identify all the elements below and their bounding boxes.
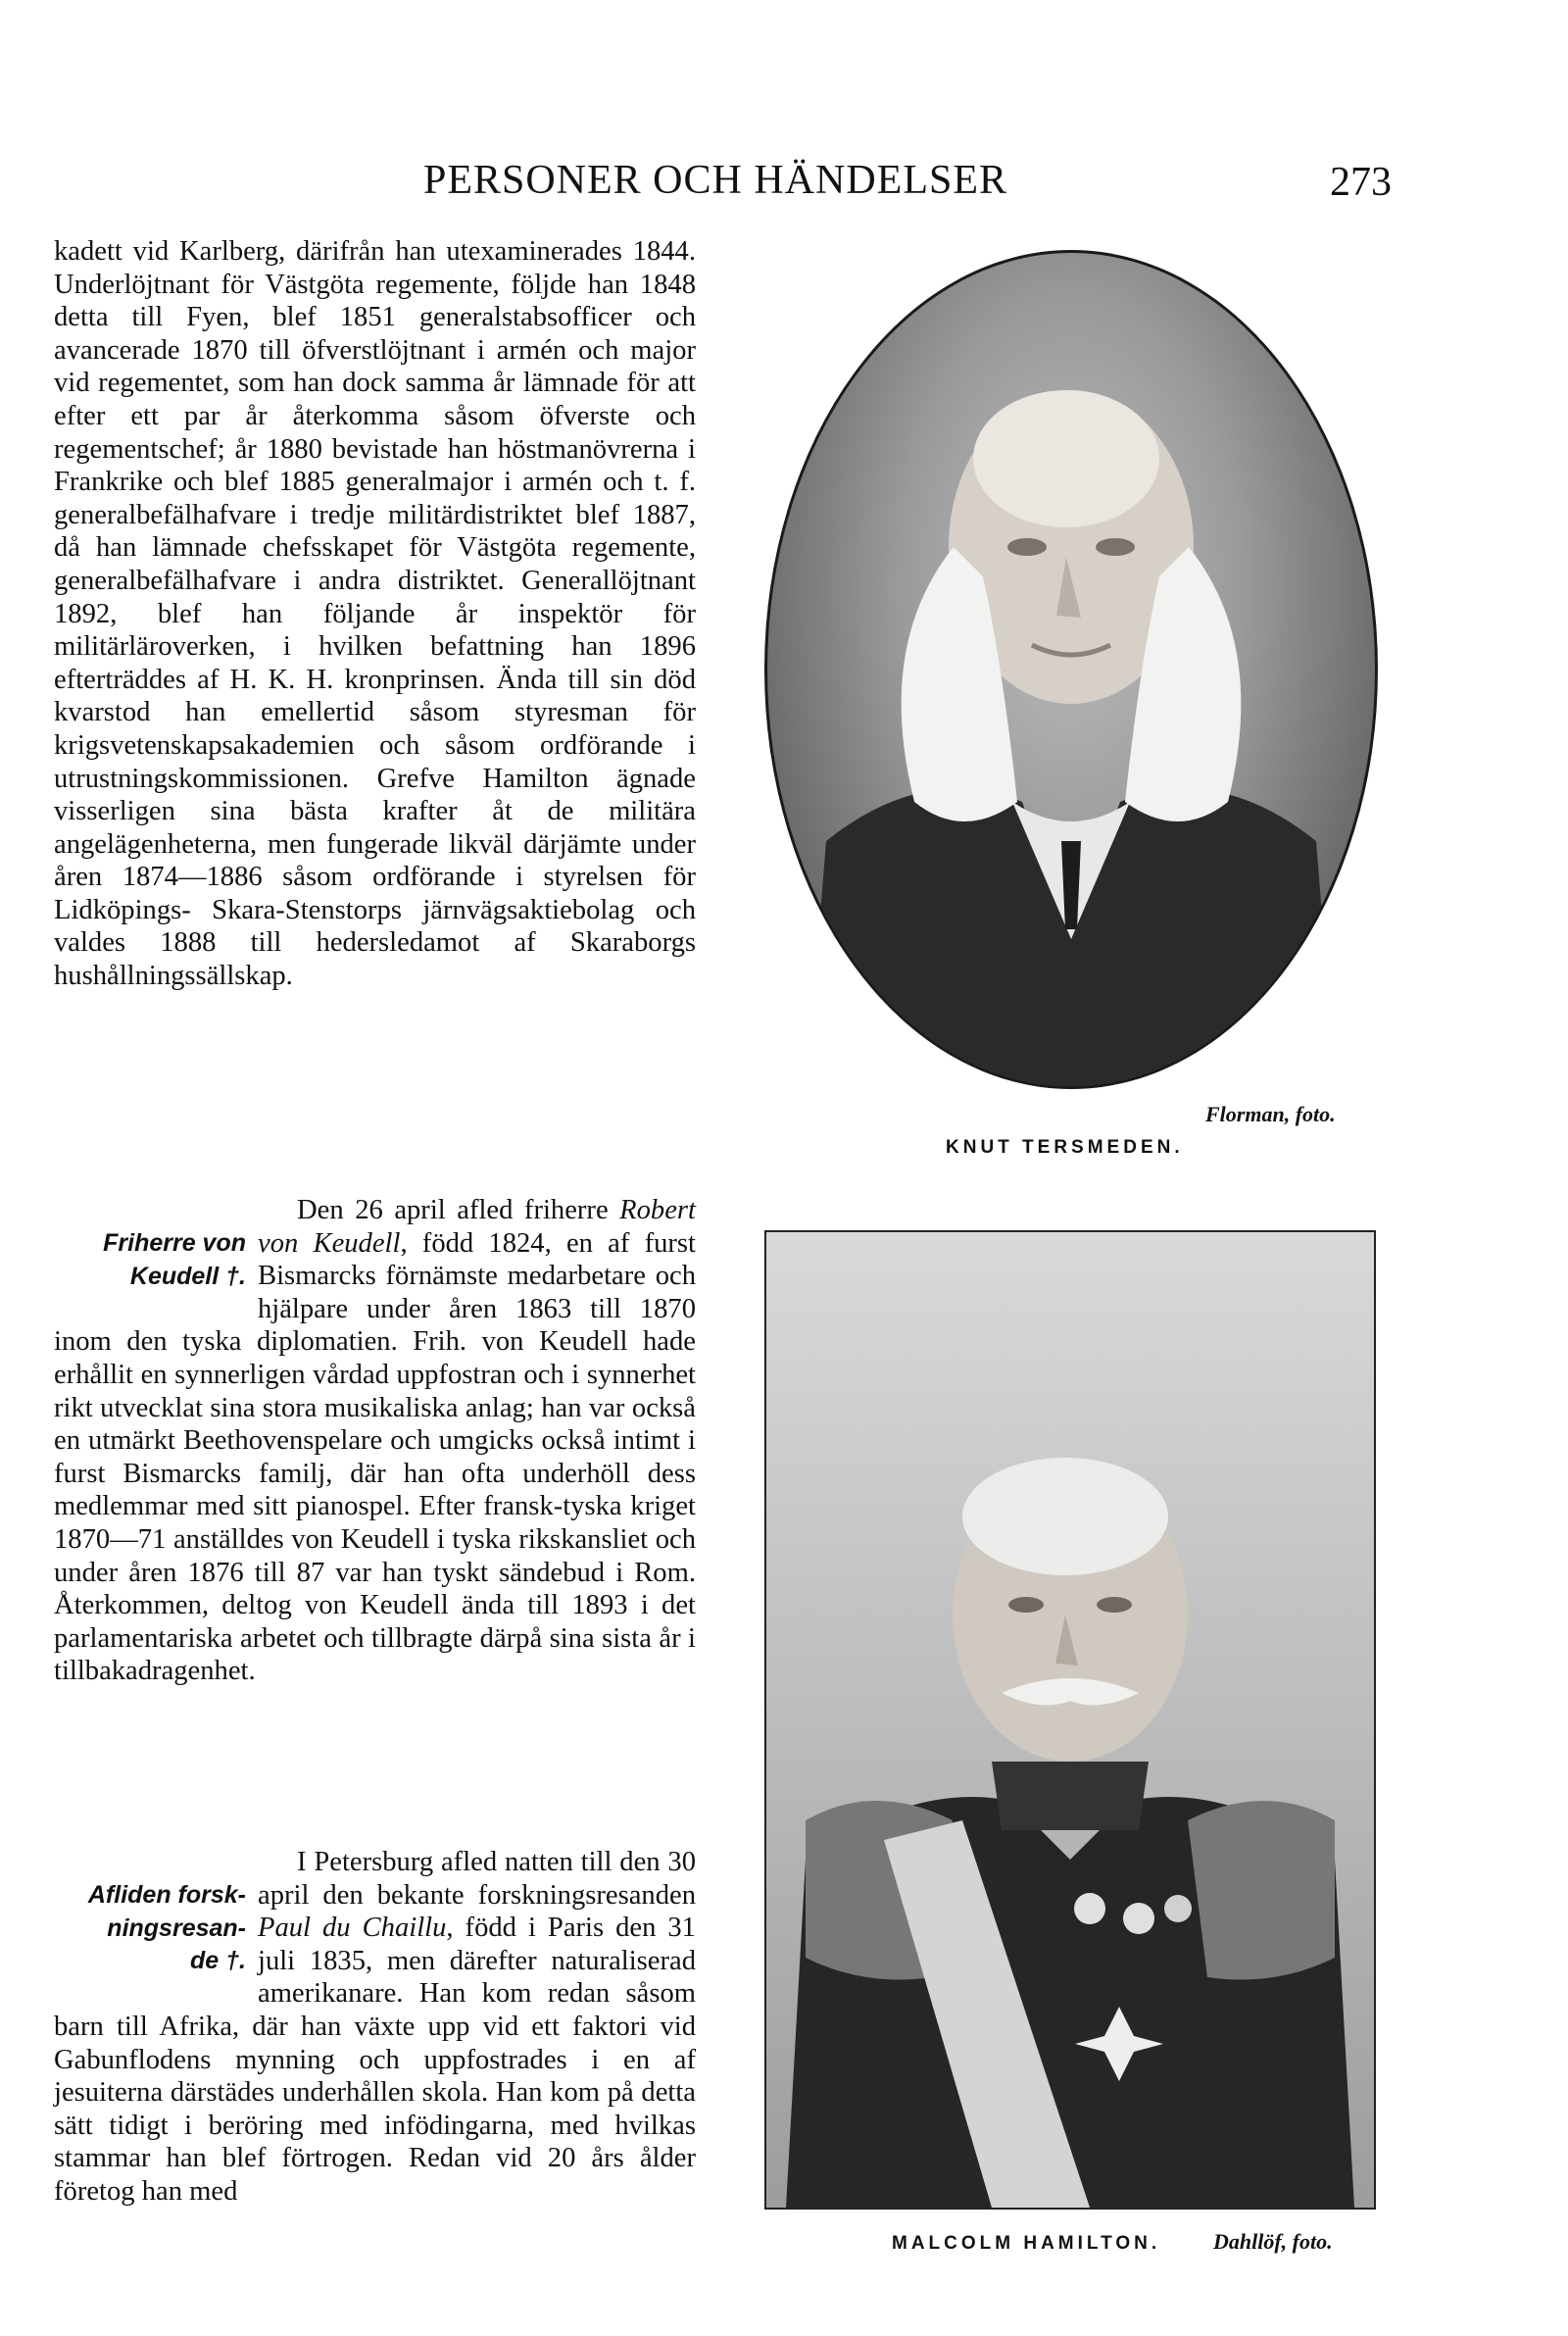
sidehead-line: Afliden forsk-: [87, 1881, 246, 1909]
figure-caption: KNUT TERSMEDEN.: [946, 1137, 1184, 1158]
sidehead-line: Keudell †.: [129, 1262, 246, 1290]
person-name: Paul du Chaillu: [258, 1913, 447, 1944]
article-du-chaillu: [54, 1846, 696, 2209]
paragraph-text: , född 1824, en af furst Bismarcks förnämste medarbetare och hjälpare under åren 1863 till 1870 inom den tyska diplomatien. Frih. von Keudell hade erhållit en synnerligen vårdad uppfostran och i synnerhet rikt utvecklat sina stora musikaliska anlag; han var också en utmärkt Beethovenspelare och umgicks också intimt i furst Bismarcks familj, där han ofta underhöll dess medlemmar med sitt pianospel. Efter fransk-tyska kriget 1870—71 anställdes von Keudell i tyska rikskansliet och under åren 1876 till 87 var han tyskt sändebud i Rom. Återkommen, deltog von Keudell ända till 1893 i det parlamentariska arbetet och tillbragte därpå sina sista år i tillbakadragenhet.: [54, 1227, 696, 1687]
paragraph-text: Den 26 april afled friherre: [297, 1195, 620, 1225]
article-keudell: [54, 1194, 696, 1688]
portrait-tersmeden-image: [767, 253, 1375, 1086]
sidehead-line: de †.: [190, 1947, 246, 1975]
running-head: PERSONER OCH HÄNDELSER: [422, 158, 1008, 203]
portrait-hamilton: [764, 1230, 1376, 2210]
article-tersmeden-text: [54, 235, 696, 993]
sidehead-line: ningsresan-: [107, 1914, 246, 1942]
photo-credit: Florman, foto.: [1205, 1102, 1336, 1126]
portrait-tersmeden: [764, 250, 1378, 1089]
paragraph-text: , född i Paris den 31 juli 1835, men därefter naturaliserad amerikanare. Han kom redan såsom barn till Afrika, där han växte upp vid ett faktori vid Gabunflodens mynning och uppfostrades i en af jesuiterna därstädes underhållen skola. Han kom på detta sätt tidigt i beröring med infödingarna, med hvilkas stammar han blef förtrogen. Redan vid 20 års ålder företog han med: [54, 1913, 696, 2207]
paragraph: kadett vid Karlberg, därifrån han utexaminerades 1844. Underlöjtnant för Västgöta regemente, följde han 1848 detta till Fyen, blef 1851 generalstabsofficer och avancerade 1870 till öfverstlöjtnant i armén och major vid regementet, som han dock samma år lämnade för att efter ett par år återkomma såsom öfverste och regementschef; år 1880 bevistade han höstmanövrerna i Frankrike och blef 1885 generalmajor i armén och t. f. generalbefälhafvare i tredje militärdistriktet blef 1887, då han lämnade chefsskapet för Västgöta regemente, generalbefälhafvare i andra distriktet. Generallöjtnant 1892, blef han följande år inspektör för militärläroverken, i hvilken befattning han 1896 efterträddes af H. K. H. kronprinsen. Ända till sin död kvarstod han emellertid såsom styresman för krigsvetenskapsakademien och såsom ordförande i utrustningskommissionen. Grefve Hamilton ägnade visserligen sina bästa krafter åt de militära angelägenheterna, men fungerade likväl därjämte under åren 1874—1886 såsom ordförande i styrelsen för Lidköpings- Skara-Stenstorps järnvägsaktiebolag och valdes 1888 till hedersledamot af Skaraborgs hushållningssällskap.: [54, 236, 696, 992]
sidehead-du-chaillu: [50, 1879, 246, 1978]
page-number: 273: [1330, 160, 1392, 205]
paragraph-text: I Petersburg afled natten till den 30 april den bekante forskningsresanden: [258, 1847, 696, 1911]
person-name: Robert von Keudell: [258, 1195, 696, 1259]
figure-caption: MALCOLM HAMILTON.: [892, 2233, 1161, 2254]
photo-credit: Dahllöf, foto.: [1213, 2229, 1333, 2254]
sidehead-keudell: [50, 1227, 246, 1293]
sidehead-line: Friherre von: [103, 1229, 246, 1257]
portrait-hamilton-image: [766, 1232, 1374, 2208]
